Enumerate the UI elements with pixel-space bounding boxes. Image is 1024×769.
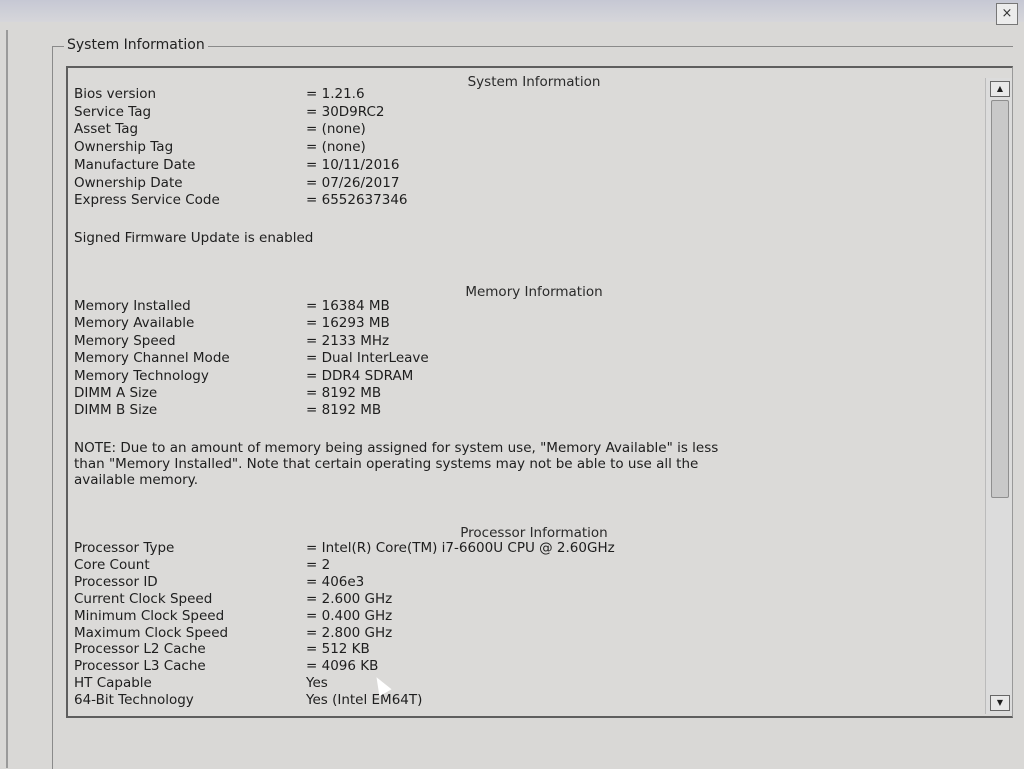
system-row-value: = 07/26/2017 — [306, 174, 400, 191]
system-row-label: Manufacture Date — [74, 156, 196, 173]
memory-row-value: = 8192 MB — [306, 402, 382, 419]
system-row-label: Bios version — [74, 86, 157, 102]
processor-row-label: Processor ID — [74, 573, 158, 590]
processor-row-value: = 0.400 GHz — [306, 607, 393, 624]
system-row — [74, 86, 974, 103]
processor-row — [74, 608, 974, 625]
memory-row — [74, 350, 974, 367]
processor-row-label: Core Count — [74, 556, 150, 573]
memory-row-label: DIMM A Size — [74, 385, 158, 401]
memory-row-value: = 2133 MHz — [306, 332, 390, 349]
memory-row-label: DIMM B Size — [74, 402, 158, 419]
processor-row-label: Maximum Clock Speed — [74, 624, 229, 641]
memory-row-value: = 8192 MB — [306, 385, 382, 401]
processor-row — [74, 591, 974, 608]
processor-row-label: Processor Type — [74, 540, 175, 556]
window-title-bar — [0, 0, 1024, 22]
system-row-value: = (none) — [306, 121, 366, 138]
system-row-label: Ownership Date — [74, 174, 183, 191]
system-row-value: = 6552637346 — [306, 192, 408, 209]
firmware-note: Signed Firmware Update is enabled — [74, 230, 314, 246]
processor-row-label: 64-Bit Technology — [74, 692, 194, 709]
memory-row-value: = 16384 MB — [306, 298, 390, 314]
system-row — [74, 104, 974, 121]
system-section-title: System Information — [467, 74, 601, 90]
processor-row-value: = 512 KB — [306, 641, 370, 658]
processor-row-value: Yes (Intel EM64T) — [306, 692, 423, 709]
memory-row — [74, 333, 974, 350]
info-panel — [66, 66, 1013, 718]
processor-row-label: Processor L3 Cache — [74, 658, 206, 675]
processor-row-value: = 2.600 GHz — [306, 590, 393, 607]
group-legend: System Information — [64, 37, 208, 53]
system-row-value: = 30D9RC2 — [306, 103, 385, 120]
processor-row — [74, 675, 974, 692]
memory-row-label: Memory Technology — [74, 367, 209, 384]
memory-section-title: Memory Information — [465, 284, 603, 300]
vertical-scrollbar[interactable] — [985, 78, 1012, 714]
processor-row-label: Minimum Clock Speed — [74, 607, 225, 624]
processor-row-value: = Intel(R) Core(TM) i7-6600U CPU @ 2.60GHz — [306, 540, 615, 556]
processor-row — [74, 540, 974, 557]
processor-row — [74, 641, 974, 658]
memory-row-label: Memory Speed — [74, 332, 176, 349]
processor-row — [74, 625, 974, 642]
system-row-label: Ownership Tag — [74, 139, 174, 156]
processor-row-value: = 2.800 GHz — [306, 624, 393, 641]
memory-row — [74, 315, 974, 332]
processor-row — [74, 574, 974, 591]
memory-row — [74, 298, 974, 315]
processor-row-label: Processor L2 Cache — [74, 641, 206, 658]
processor-section-title: Processor Information — [460, 525, 608, 541]
processor-row — [74, 557, 974, 574]
scroll-thumb[interactable] — [991, 100, 1009, 498]
processor-row-value: = 4096 KB — [306, 658, 379, 675]
memory-row-label: Memory Installed — [74, 298, 191, 314]
processor-row-value: Yes — [306, 675, 328, 692]
processor-row-value: = 2 — [306, 556, 331, 573]
memory-row-label: Memory Available — [74, 315, 195, 332]
memory-row-value: = 16293 MB — [306, 315, 390, 332]
memory-row-value: = Dual InterLeave — [306, 350, 429, 367]
memory-note-line-3: available memory. — [74, 472, 198, 488]
memory-row-value: = DDR4 SDRAM — [306, 367, 414, 384]
memory-row — [74, 368, 974, 385]
window-left-edge — [6, 30, 8, 768]
processor-row-value: = 406e3 — [306, 573, 365, 590]
memory-row-label: Memory Channel Mode — [74, 350, 230, 367]
processor-row-label: HT Capable — [74, 675, 152, 692]
close-button[interactable]: × — [996, 3, 1018, 25]
system-row-value: = (none) — [306, 139, 366, 156]
system-row-label: Service Tag — [74, 103, 152, 120]
system-row-label: Express Service Code — [74, 192, 220, 209]
system-row — [74, 121, 974, 138]
processor-row — [74, 692, 974, 709]
scroll-down-icon[interactable]: ▼ — [990, 695, 1010, 711]
memory-row — [74, 385, 974, 402]
scroll-up-icon[interactable]: ▲ — [990, 81, 1010, 97]
memory-row — [74, 402, 974, 419]
system-row-label: Asset Tag — [74, 121, 139, 138]
system-row — [74, 175, 974, 192]
system-row-value: = 1.21.6 — [306, 86, 365, 102]
memory-note-line-2: than "Memory Installed". Note that certain operating systems may not be able to use all the — [74, 456, 699, 472]
memory-note-line-1: NOTE: Due to an amount of memory being assigned for system use, "Memory Available" is less — [74, 440, 719, 456]
system-row — [74, 157, 974, 174]
processor-row — [74, 658, 974, 675]
system-row — [74, 192, 974, 209]
processor-row-label: Current Clock Speed — [74, 590, 213, 607]
system-row-value: = 10/11/2016 — [306, 156, 400, 173]
system-row — [74, 139, 974, 156]
